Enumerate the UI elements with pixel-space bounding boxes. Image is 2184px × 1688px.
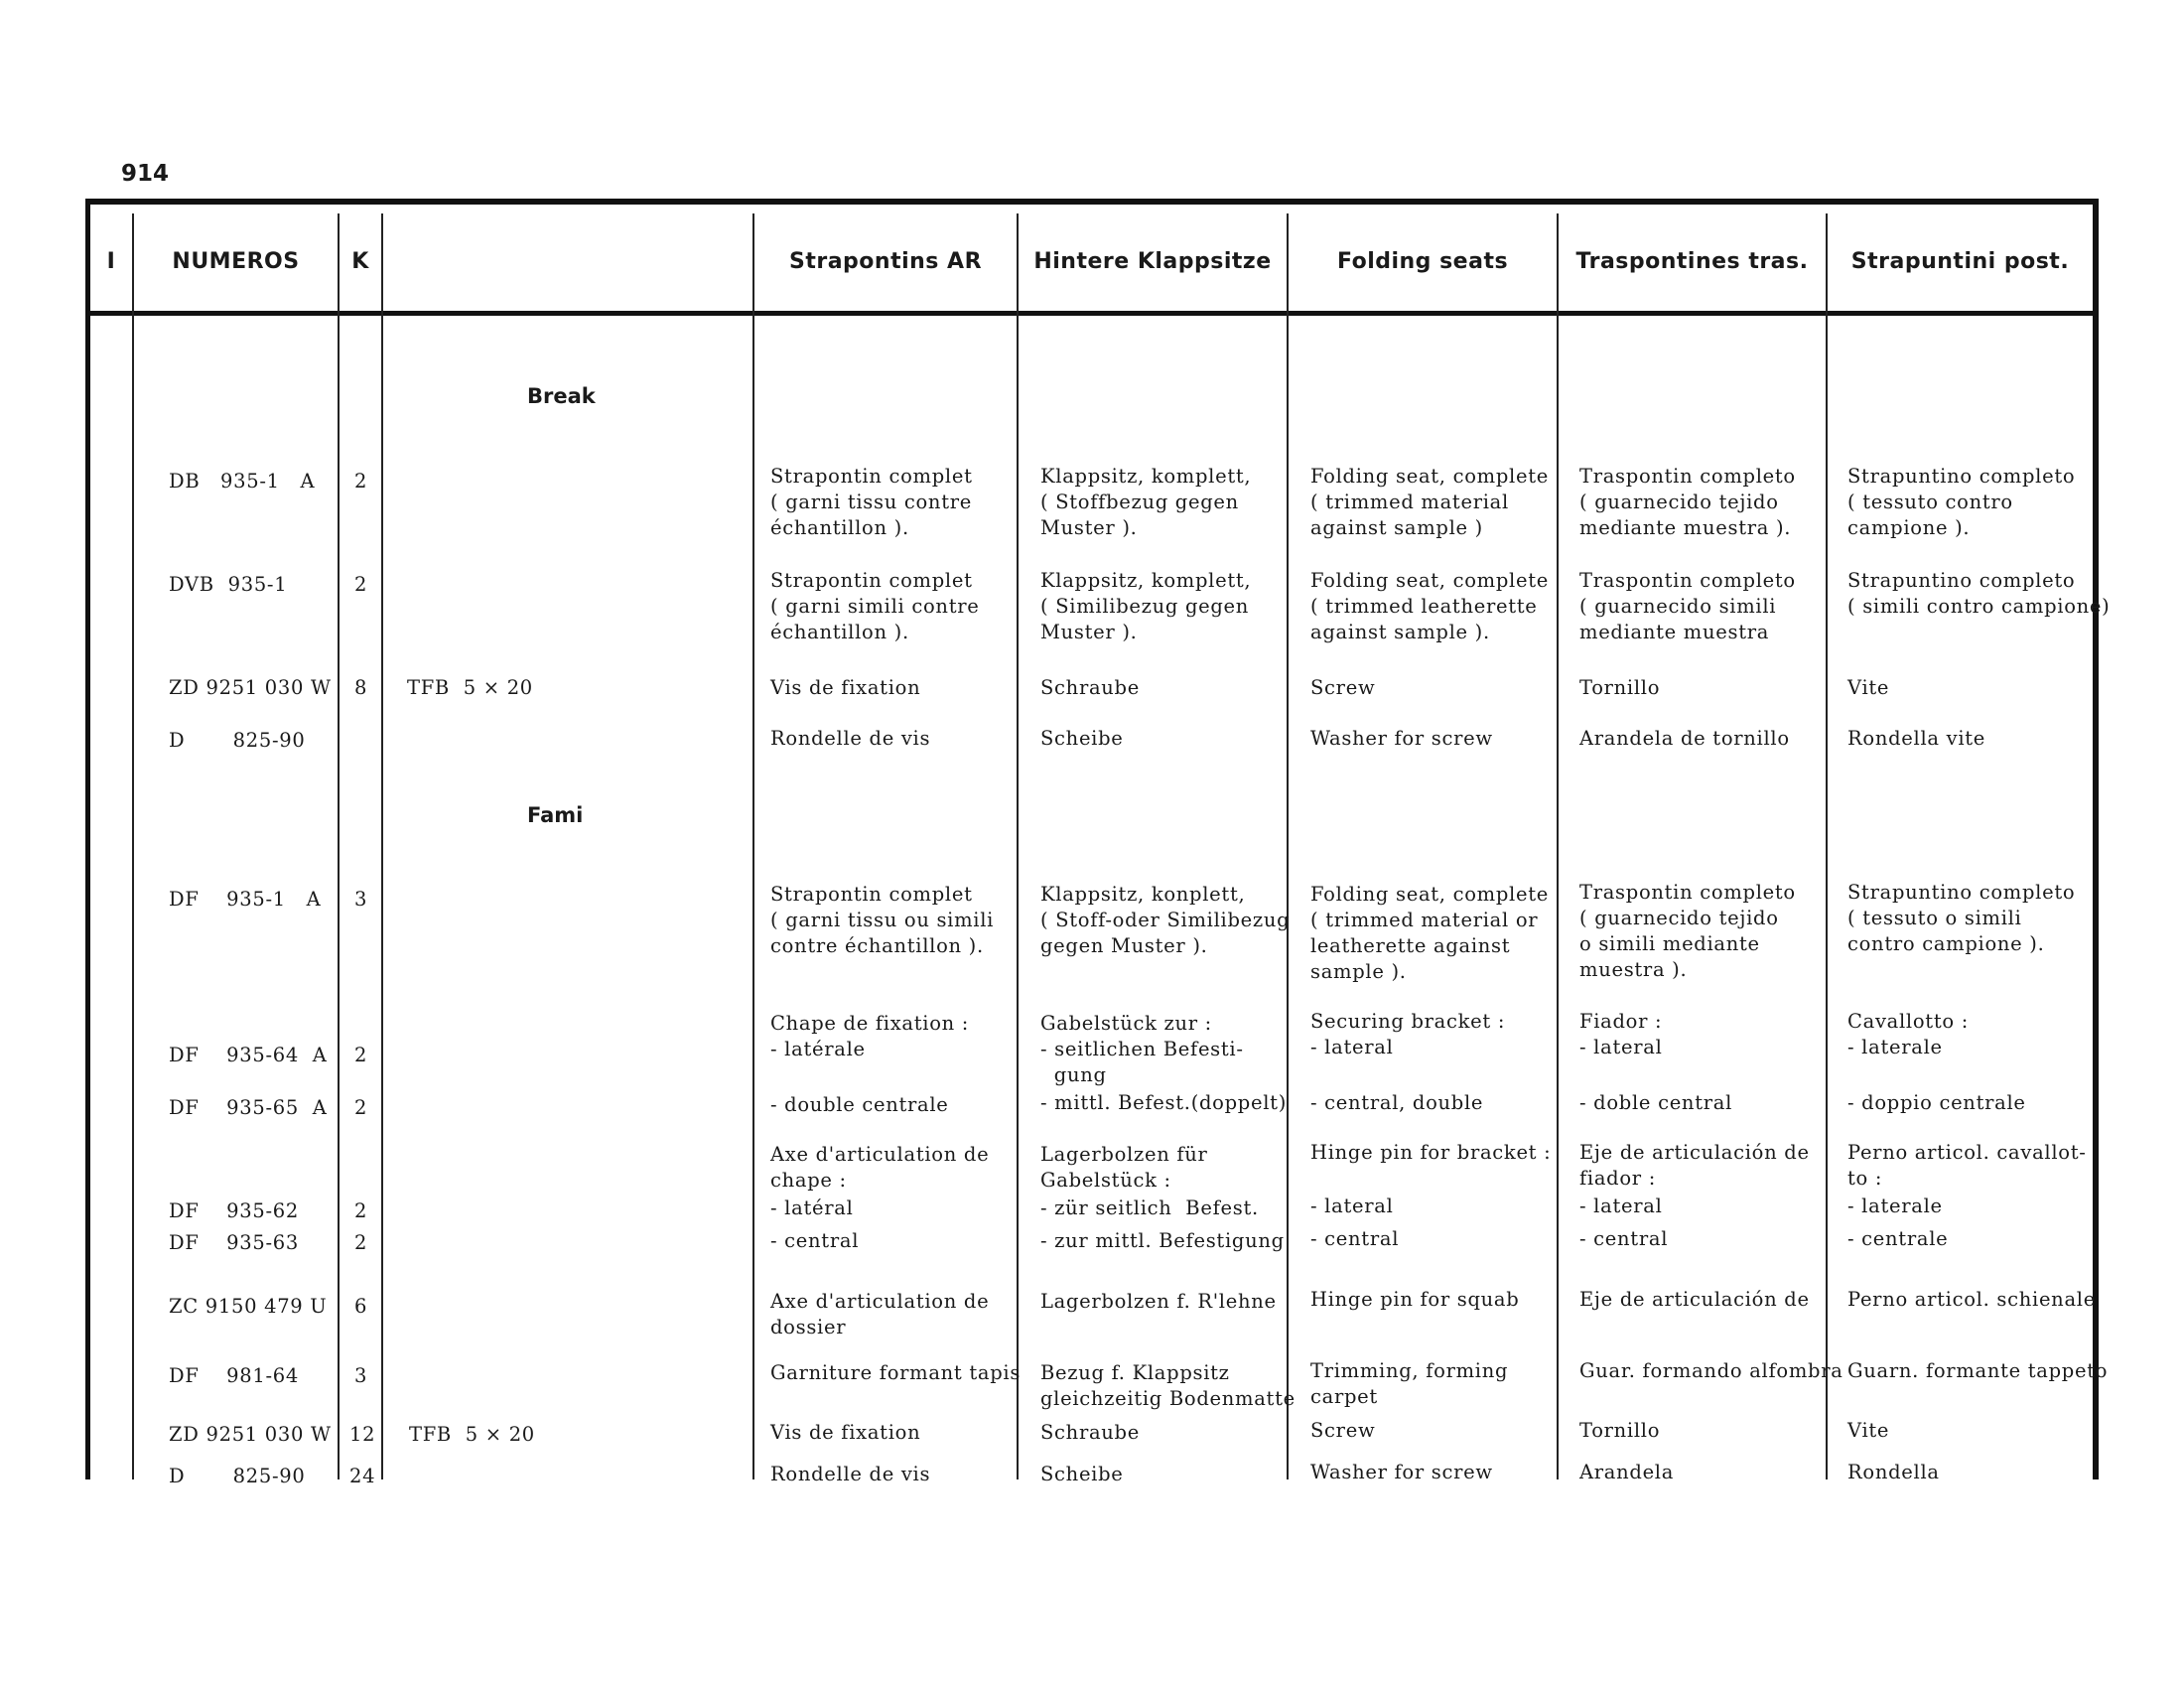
description-de: Bezug f. Klappsitz gleichzeitig Bodenmatte bbox=[1040, 1361, 1296, 1410]
description-it: Guarn. formante tappeto bbox=[1847, 1359, 2109, 1382]
header-k: K bbox=[351, 248, 369, 274]
description-en: Hinge pin for bracket : bbox=[1310, 1141, 1552, 1164]
description-en: - central, double bbox=[1310, 1091, 1484, 1114]
quantity: 24 bbox=[349, 1465, 376, 1487]
header-italian: Strapuntini post. bbox=[1850, 248, 2070, 274]
column-divider bbox=[1017, 213, 1019, 1479]
part-number: DB 935-1 A bbox=[169, 470, 316, 492]
description-en: Folding seat, complete ( trimmed material against sample ) bbox=[1310, 465, 1549, 539]
quantity: 6 bbox=[354, 1295, 368, 1318]
description-es: Eje de articulación de bbox=[1579, 1288, 1810, 1311]
description-en: Securing bracket : bbox=[1310, 1010, 1506, 1033]
description-de: Gabelstück zur : bbox=[1040, 1012, 1212, 1035]
part-number: DVB 935-1 bbox=[169, 573, 288, 596]
description-es: Tornillo bbox=[1579, 676, 1661, 699]
column-divider bbox=[1287, 213, 1289, 1479]
description-fr: - double centrale bbox=[770, 1093, 949, 1116]
description-de: Lagerbolzen f. R'lehne bbox=[1040, 1290, 1277, 1313]
description-it: Perno articol. schienale bbox=[1847, 1288, 2096, 1311]
description-en: Washer for screw bbox=[1310, 1461, 1493, 1483]
description-fr: Garniture formant tapis bbox=[770, 1361, 1022, 1384]
part-number: ZC 9150 479 U bbox=[169, 1295, 328, 1318]
header-english: Folding seats bbox=[1336, 248, 1509, 274]
description-en: Screw bbox=[1310, 1419, 1376, 1442]
description-de: - zür seitlich Befest. bbox=[1040, 1196, 1259, 1219]
description-es: Traspontin completo ( guarnecido tejido mediante muestra ). bbox=[1579, 465, 1796, 539]
description-fr: Vis de fixation bbox=[770, 1421, 921, 1444]
reference: TFB 5 × 20 bbox=[409, 1423, 535, 1446]
description-it: Rondella bbox=[1847, 1461, 1940, 1483]
description-fr: Chape de fixation : bbox=[770, 1012, 970, 1035]
description-es: - lateral bbox=[1579, 1036, 1663, 1058]
part-number: D 825-90 bbox=[169, 729, 306, 752]
description-en: Washer for screw bbox=[1310, 727, 1493, 750]
description-it: - centrale bbox=[1847, 1227, 1949, 1250]
description-fr: Axe d'articulation de chape : bbox=[770, 1143, 990, 1192]
description-fr: Strapontin complet ( garni tissu ou simili contre échantillon ). bbox=[770, 883, 995, 957]
reference: TFB 5 × 20 bbox=[407, 676, 533, 699]
description-de: Schraube bbox=[1040, 1421, 1140, 1444]
description-it: Cavallotto : bbox=[1847, 1010, 1969, 1033]
description-it: Strapuntino completo ( tessuto contro campione ). bbox=[1847, 465, 2076, 539]
description-fr: Axe d'articulation de dossier bbox=[770, 1290, 990, 1338]
description-en: Folding seat, complete ( trimmed material or leatherette against sample ). bbox=[1310, 883, 1549, 983]
page-number: 914 bbox=[121, 161, 170, 187]
header-spanish: Traspontines tras. bbox=[1575, 248, 1809, 274]
description-de: Scheibe bbox=[1040, 1463, 1124, 1485]
description-de: Scheibe bbox=[1040, 727, 1124, 750]
column-divider bbox=[132, 213, 134, 1479]
quantity: 2 bbox=[354, 1231, 368, 1254]
description-it: Vite bbox=[1847, 676, 1890, 699]
section-label: Break bbox=[527, 384, 596, 408]
quantity: 12 bbox=[349, 1423, 376, 1446]
column-divider bbox=[752, 213, 754, 1479]
column-divider bbox=[338, 213, 340, 1479]
description-de: - seitlichen Befesti- gung bbox=[1040, 1038, 1244, 1086]
quantity: 2 bbox=[354, 470, 368, 492]
description-es: Arandela de tornillo bbox=[1579, 727, 1790, 750]
part-number: ZD 9251 030 W bbox=[169, 1423, 332, 1446]
section-label: Fami bbox=[527, 803, 584, 827]
description-de: Lagerbolzen für Gabelstück : bbox=[1040, 1143, 1208, 1192]
description-it: Rondella vite bbox=[1847, 727, 1986, 750]
description-es: - central bbox=[1579, 1227, 1669, 1250]
description-fr: Rondelle de vis bbox=[770, 1463, 931, 1485]
part-number: DF 935-65 A bbox=[169, 1096, 328, 1119]
header-bottom-rule bbox=[89, 311, 2097, 316]
quantity: 3 bbox=[354, 888, 368, 911]
header-french: Strapontins AR bbox=[788, 248, 983, 274]
description-de: Klappsitz, konplett, ( Stoff-oder Similibezug gegen Muster ). bbox=[1040, 883, 1291, 957]
description-fr: Rondelle de vis bbox=[770, 727, 931, 750]
description-es: Traspontin completo ( guarnecido tejido o simili mediante muestra ). bbox=[1579, 881, 1796, 981]
description-fr: Strapontin complet ( garni tissu contre échantillon ). bbox=[770, 465, 973, 539]
column-divider bbox=[1557, 213, 1559, 1479]
quantity: 8 bbox=[354, 676, 368, 699]
part-number: DF 935-62 bbox=[169, 1199, 299, 1222]
description-es: - doble central bbox=[1579, 1091, 1733, 1114]
header-numeros: NUMEROS bbox=[172, 248, 300, 274]
part-number: DF 935-1 A bbox=[169, 888, 322, 911]
description-es: Guar. formando alfombra bbox=[1579, 1359, 1843, 1382]
part-number: DF 935-64 A bbox=[169, 1044, 328, 1066]
description-es: Traspontin completo ( guarnecido simili mediante muestra bbox=[1579, 569, 1796, 643]
description-es: Eje de articulación de fiador : bbox=[1579, 1141, 1810, 1190]
header-german: Hintere Klappsitze bbox=[1033, 248, 1272, 274]
description-de: Schraube bbox=[1040, 676, 1140, 699]
part-number: DF 935-63 bbox=[169, 1231, 299, 1254]
table-top-rule bbox=[85, 199, 2099, 205]
description-fr: Strapontin complet ( garni simili contre échantillon ). bbox=[770, 569, 980, 643]
column-divider bbox=[1826, 213, 1828, 1479]
quantity: 2 bbox=[354, 1096, 368, 1119]
description-en: Folding seat, complete ( trimmed leatherette against sample ). bbox=[1310, 569, 1549, 643]
part-number: ZD 9251 030 W bbox=[169, 676, 332, 699]
description-es: - lateral bbox=[1579, 1195, 1663, 1217]
header-index: I bbox=[106, 248, 116, 274]
description-fr: - latérale bbox=[770, 1038, 866, 1060]
description-it: Vite bbox=[1847, 1419, 1890, 1442]
description-it: - doppio centrale bbox=[1847, 1091, 2026, 1114]
description-fr: Vis de fixation bbox=[770, 676, 921, 699]
description-es: Tornillo bbox=[1579, 1419, 1661, 1442]
description-en: - central bbox=[1310, 1227, 1400, 1250]
description-en: - lateral bbox=[1310, 1195, 1394, 1217]
description-de: Klappsitz, komplett, ( Stoffbezug gegen Muster ). bbox=[1040, 465, 1252, 539]
description-fr: - central bbox=[770, 1229, 860, 1252]
description-it: - laterale bbox=[1847, 1195, 1943, 1217]
description-fr: - latéral bbox=[770, 1196, 854, 1219]
quantity: 2 bbox=[354, 1044, 368, 1066]
column-divider bbox=[381, 213, 383, 1479]
description-it: Strapuntino completo ( simili contro campione) bbox=[1847, 569, 2111, 618]
part-number: DF 981-64 bbox=[169, 1364, 299, 1387]
description-de: - zur mittl. Befestigung bbox=[1040, 1229, 1285, 1252]
description-it: Strapuntino completo ( tessuto o simili contro campione ). bbox=[1847, 881, 2076, 955]
quantity: 3 bbox=[354, 1364, 368, 1387]
description-en: Screw bbox=[1310, 676, 1376, 699]
description-en: Hinge pin for squab bbox=[1310, 1288, 1520, 1311]
quantity: 2 bbox=[354, 573, 368, 596]
description-de: Klappsitz, komplett, ( Similibezug gegen Muster ). bbox=[1040, 569, 1252, 643]
description-en: Trimming, forming carpet bbox=[1310, 1359, 1509, 1408]
description-en: - lateral bbox=[1310, 1036, 1394, 1058]
description-es: Arandela bbox=[1579, 1461, 1675, 1483]
table-left-border bbox=[85, 199, 90, 1479]
description-it: - laterale bbox=[1847, 1036, 1943, 1058]
part-number: D 825-90 bbox=[169, 1465, 306, 1487]
description-de: - mittl. Befest.(doppelt) bbox=[1040, 1091, 1288, 1114]
description-it: Perno articol. cavallot- to : bbox=[1847, 1141, 2087, 1190]
quantity: 2 bbox=[354, 1199, 368, 1222]
description-es: Fiador : bbox=[1579, 1010, 1663, 1033]
